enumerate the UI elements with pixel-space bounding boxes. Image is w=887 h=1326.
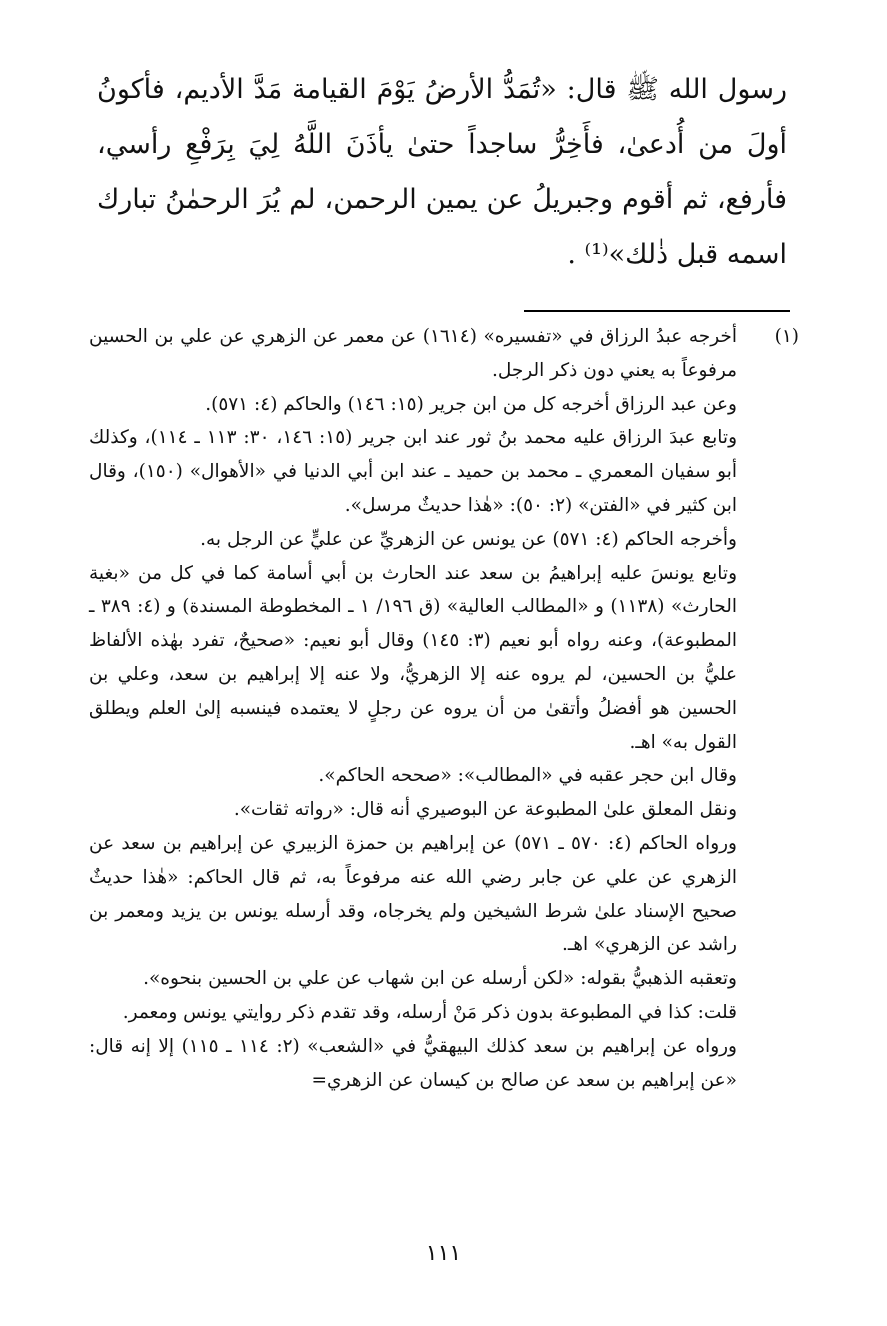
footnote-paragraph: وأخرجه الحاكم (٤: ٥٧١) عن يونس عن الزهريِّ عن عليٍّ عن الرجل به. [200,528,737,550]
footnote-body [89,320,737,1097]
footnotes [89,320,799,1097]
footnote-paragraph: قلت: كذا في المطبوعة بدون ذكر مَنْ أرسله، وقد تقدم ذكر روايتي يونس ومعمر. [122,1001,737,1023]
footnote-paragraph: أخرجه عبدُ الرزاق في «تفسيره» (١٦١٤) عن معمر عن الزهري عن علي بن الحسين مرفوعاً به يعني دون ذكر الرجل. [89,326,737,381]
footnote-paragraph: ورواه الحاكم (٤: ٥٧٠ ـ ٥٧١) عن إبراهيم بن حمزة الزبيري عن إبراهيم بن سعد عن الزهري عن علي عن جابر رضي الله عنه مرفوعاً به، ثم قال الحاكم: «هٰذا حديثٌ صحيح الإسناد علىٰ شرط الشيخين ولم يخرجاه، وقد أرسله يونس بن يزيد ومعمر بن راشد عن الزهري» اهـ. [89,832,737,956]
footnote-separator [524,310,790,312]
main-text: رسول الله ﷺ قال: «تُمَدُّ الأرضُ يَوْمَ القيامة مَدَّ الأديم، فأكونُ أولَ من أُدعىٰ، فأَخِرُّ ساجداً حتىٰ يأذَنَ اللَّهُ لِيَ بِرَفْعِ رأسي، فأرفع، ثم أقوم وجبريلُ عن يمين الرحمن، لم يُرَ الرحمٰنُ تبارك اسمه قبل ذٰلك»⁽¹⁾ . [97,74,787,270]
footnote-paragraph: ورواه عن إبراهيم بن سعد كذلك البيهقيُّ في «الشعب» (٢: ١١٤ ـ ١١٥) إلا إنه قال: «عن إبراهيم بن سعد عن صالح بن كيسان عن الزهري= [89,1035,737,1091]
footnote-paragraph: وتعقبه الذهبيُّ بقوله: «لكن أرسله عن ابن شهاب عن علي بن الحسين بنحوه». [143,968,737,990]
footnote-marker: (١) [774,326,799,347]
footnote-paragraph: وقال ابن حجر عقبه في «المطالب»: «صححه الحاكم». [318,765,737,787]
footnote-paragraph: وعن عبد الرزاق أخرجه كل من ابن جرير (١٥: ١٤٦) والحاكم (٤: ٥٧١). [205,393,737,415]
footnote-paragraph: ونقل المعلق علىٰ المطبوعة عن البوصيري أنه قال: «رواته ثقات». [233,799,737,821]
footnote-paragraph: وتابع عبدَ الرزاق عليه محمد بنُ ثور عند ابن جرير (١٥: ١٤٦، ٣٠: ١١٣ ـ ١١٤)، وكذلك أبو سفيان المعمري ـ محمد بن حميد ـ عند ابن أبي الدنيا في «الأهوال» (١٥٠)، وقال ابن كثير في «الفتن» (٢: ٥٠): «هٰذا حديثٌ مرسل». [89,427,737,516]
footnote-paragraph: وتابع يونسَ عليه إبراهيمُ بن سعد عند الحارث بن أبي أسامة كما في كل من «بغية الحارث» (١١٣٨) و «المطالب العالية» (ق ١٩٦/ ١ ـ المخطوطة المسندة) و (٤: ٣٨٩ ـ المطبوعة)، وعنه رواه أبو نعيم (٣: ١٤٥) وقال أبو نعيم: «صحيحٌ، تفرد بهٰذه الألفاظ عليُّ بن الحسين، لم يروه عنه إلا الزهريُّ، ولا عنه إلا إبراهيم بن سعد، وعلي بن الحسين هو أفضلُ وأتقىٰ من أن يروه عن رجلٍ لا يعتمده فينسبه إلىٰ العلم ويطلق القول به» اهـ. [89,562,737,753]
page-number: ١١١ [425,1241,462,1266]
